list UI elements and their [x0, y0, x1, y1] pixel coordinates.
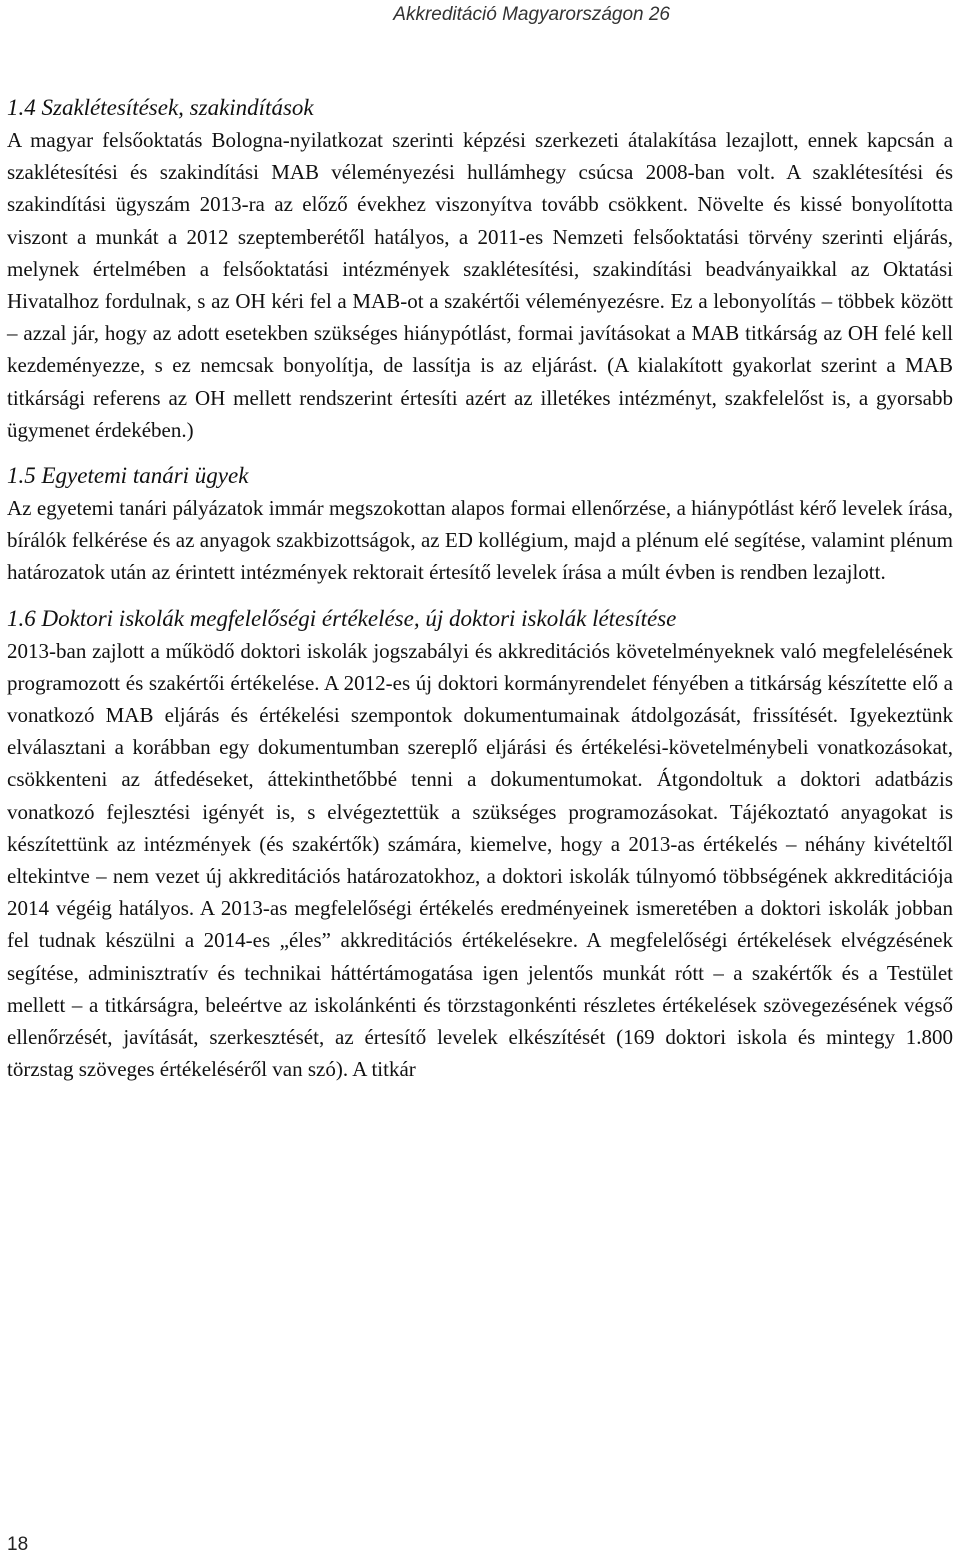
running-header: Akkreditáció Magyarországon 26	[393, 4, 670, 25]
section-heading: 1.4 Szaklétesítések, szakindítások	[7, 95, 314, 120]
section-egyetemi-tanari-ugyek	[7, 460, 953, 589]
paragraph: 2013-ban zajlott a működő doktori iskolák jogszabályi és akkreditációs követelményeknek való megfelelésének programozott és szakértői értékelése. A 2012-es új doktori kormányrendelet fényében a titkárság készítette elő a vonatkozó MAB eljárás és értékelési szempontok dokumentumainak átdolgozását, frissítését. Igyekeztünk elválasztani a korábban egy dokumentumban szereplő eljárási és értékelési-követelménybeli vonatkozásokat, csökkenteni az átfedéseket, áttekinthetőbbé tenni a dokumentumokat. Átgondoltuk a doktori adatbázis vonatkozó fejlesztési igényét is, s elvégeztettük a szükséges programozásokat. Tájékoztató anyagokat is készítettünk az intézmények (és szakértők) számára, kiemelve, hogy a 2013-as értékelés – néhány kivételtől eltekintve – nem vezet új akkreditációs határozatokhoz, a doktori iskolák túlnyomó többségének akkreditációja 2014 végéig hatályos. A 2013-as megfelelőségi értékelés eredményeinek ismeretében a doktori iskolák jobban fel tudnak készülni a 2014-es „éles” akkreditációs értékelésekre. A megfelelőségi értékelések elvégzésének segítése, adminisztratív és technikai háttértámogatása igen jelentős munkát rótt – a szakértők és a Testület mellett – a titkárságra, beleértve az iskolánkénti és törzstagonkénti részletes értékelések szövegezésének végső ellenőrzését, javítását, szerkesztését, az értesítő levelek elkészítését (169 doktori iskola és mintegy 1.800 törzstag szöveges értékeléséről van szó). A titkár	[7, 638, 953, 1082]
paragraph: Az egyetemi tanári pályázatok immár megszokottan alapos formai ellenőrzése, a hiánypótlást kérő levelek írása, bírálók felkérése és az anyagok szakbizottságok, az ED kollégium, majd a plénum elé segítése, valamint plénum határozatok után az érintett intézmények rektorait értesítő levelek írása a múlt évben is rendben lezajlott.	[7, 496, 953, 585]
section-doktori-iskolak	[7, 603, 953, 1086]
page-number: 18	[7, 1534, 29, 1555]
paragraph: A magyar felsőoktatás Bologna-nyilatkozat szerinti képzési szerkezeti átalakítása lezajlott, ennek kapcsán a szaklétesítési és szakindítási MAB véleményezési hullámhegy csúcsa 2008-ban volt. A szaklétesítési és szakindítási ügyszám 2013-ra az előző évekhez viszonyítva tovább csökkent. Növelte és kissé bonyolította viszont a munkát a 2012 szeptemberétől hatályos, a 2011-es Nemzeti felsőoktatási törvény szerinti eljárás, melynek értelmében a felsőoktatási intézmények szaklétesítési, szakindítási beadványaikkal az Oktatási Hivatalhoz fordulnak, s az OH kéri fel a MAB-ot a szakértői véleményezésre. Ez a lebonyolítás – többek között – azzal jár, hogy az adott esetekben szükséges hiánypótlást, formai javításokat a MAB titkárság az OH felé kell kezdeményezze, s ez nemcsak bonyolítja, de lassítja is az eljárást. (A kialakított gyakorlat szerint a MAB titkársági referens az OH mellett rendszerint értesíti azért az illetékes intézményt, szakfelelőst is, a gyorsabb ügymenet érdekében.)	[7, 128, 953, 442]
section-heading: 1.6 Doktori iskolák megfelelőségi értékelése, új doktori iskolák létesítése	[7, 605, 677, 631]
section-szakletesitesek	[7, 92, 953, 446]
section-heading: 1.5 Egyetemi tanári ügyek	[7, 463, 249, 489]
page-body	[7, 92, 953, 1085]
